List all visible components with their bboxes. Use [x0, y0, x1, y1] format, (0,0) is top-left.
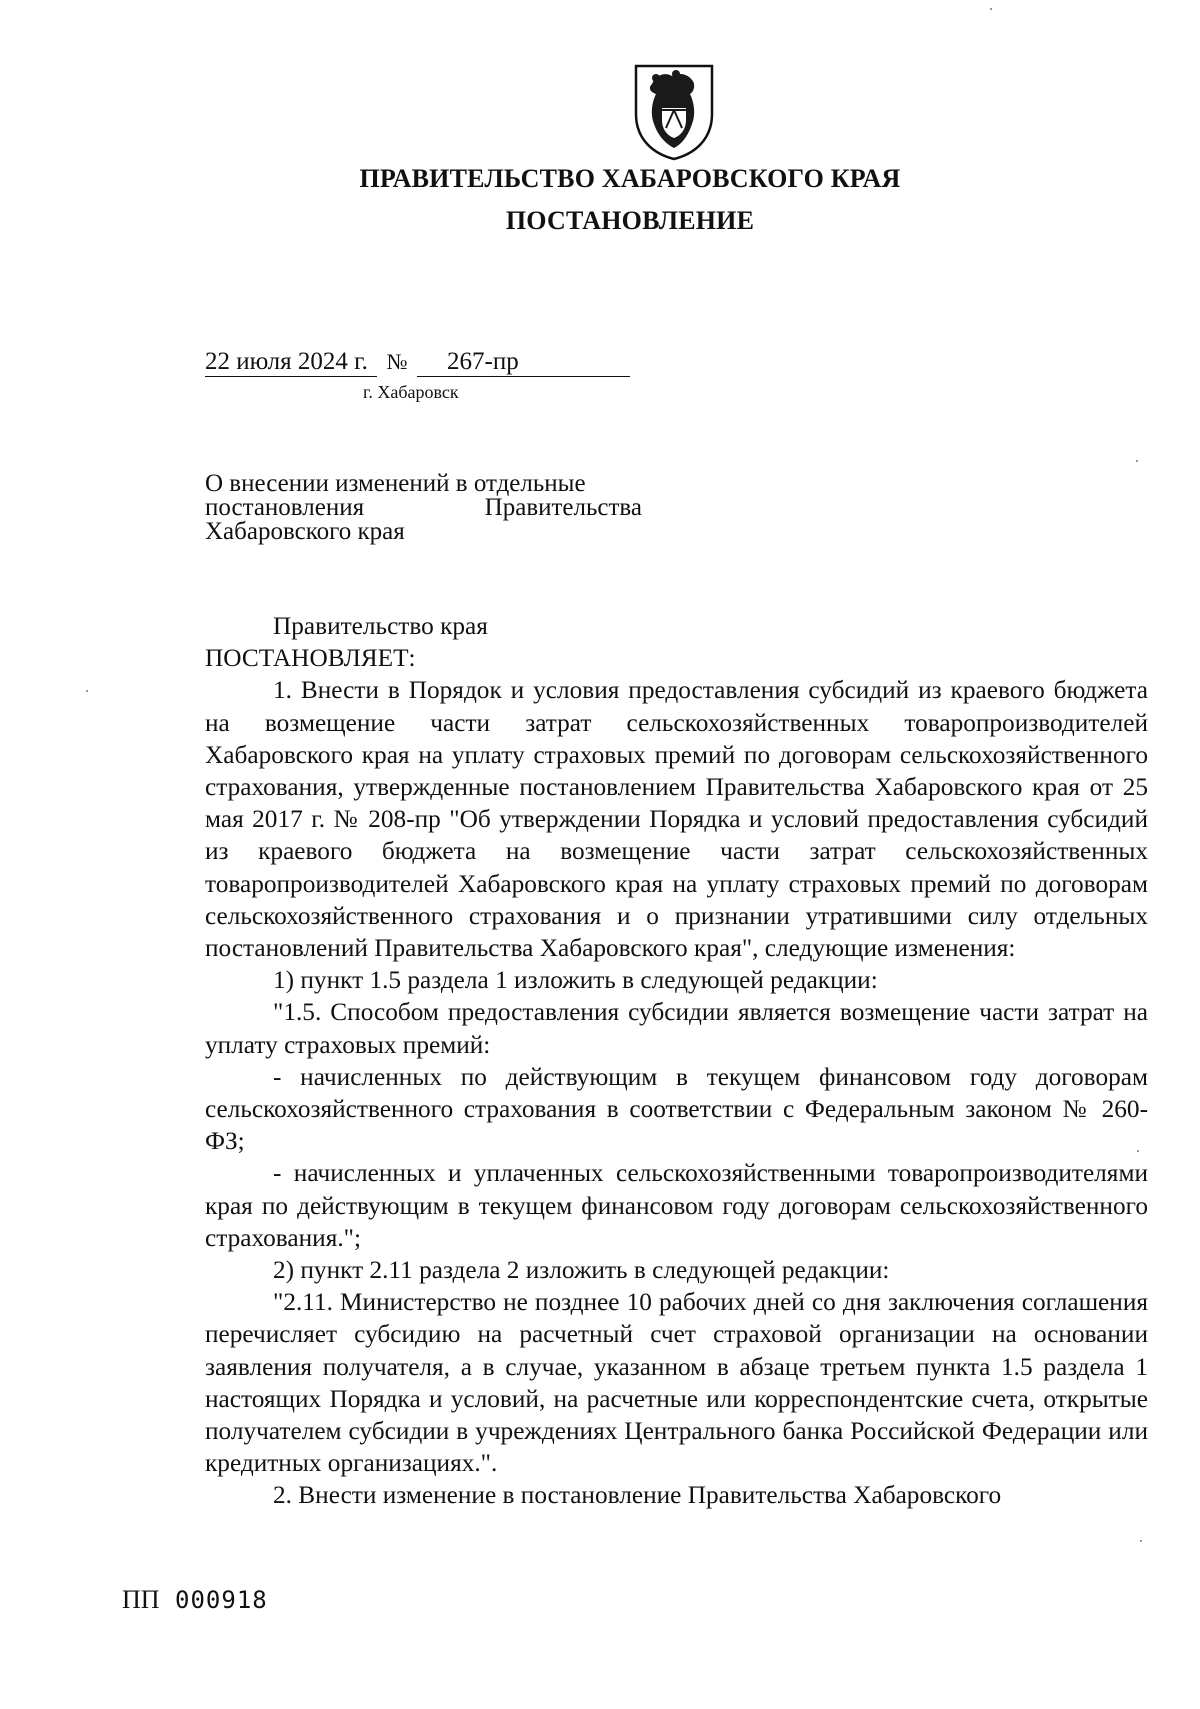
subject-line-1: О внесении изменений в отдельные — [205, 470, 586, 497]
subject-line-2-left: постановления — [205, 494, 365, 521]
scan-speck — [86, 690, 88, 692]
form-serial: 000918 — [175, 1586, 268, 1614]
document-type-title: ПОСТАНОВЛЕНИЕ — [505, 206, 755, 235]
body-paragraph-1: Правительство края — [273, 612, 488, 640]
subject-line-2-right: Правительства — [484, 494, 642, 521]
scan-speck — [1136, 460, 1138, 462]
subject-line-3: Хабаровского края — [205, 518, 405, 545]
body-paragraph-6: - начисленных по действующим в текущем финансовом году договорам сельскохозяйственного страхования в соответствии с Федеральным законом № 260-ФЗ; — [205, 1062, 1148, 1156]
body-paragraph-8: 2) пункт 2.11 раздела 2 изложить в следующей редакции: — [273, 1256, 890, 1285]
body-paragraph-3: 1. Внести в Порядок и условия предоставления субсидий из краевого бюджета на возмещение части затрат сельскохозяйственных товаропроизводителей Хабаровского края на уплату страховых премий по договорам сельскохозяйственного страхования, утвержденные постановлением Правительства Хабаровского края от 25 мая 2017 г. № 208-пр "Об утверждении Порядка и условий предоставления субсидий из краевого бюджета на возмещение части затрат сельскохозяйственных товаропроизводителей Хабаровского края на уплату страховых премий по договорам сельскохозяйственного страхования и о признании утратившими силу отдельных постановлений Правительства Хабаровского края", следующие изменения: — [205, 676, 1148, 963]
document-subject — [205, 472, 642, 544]
form-serial-number — [122, 1586, 268, 1614]
number-label: № — [386, 349, 408, 374]
government-title: ПРАВИТЕЛЬСТВО ХАБАРОВСКОГО КРАЯ — [359, 164, 901, 193]
document-date: 22 июля 2024 г. — [205, 348, 377, 377]
scan-speck — [990, 8, 992, 10]
document-number: 267-пр — [417, 348, 630, 377]
body-paragraph-7: - начисленных и уплаченных сельскохозяйственными товаропроизводителями края по действующим в текущем финансовом году договорам сельскохозяйственного страхования."; — [205, 1159, 1148, 1252]
document-body — [205, 610, 1148, 1512]
body-paragraph-5: "1.5. Способом предоставления субсидии является возмещение части затрат на уплату страховых премий: — [205, 998, 1148, 1059]
scan-speck — [1137, 1150, 1139, 1152]
city-label: г. Хабаровск — [363, 382, 459, 402]
coat-of-arms-icon — [632, 62, 716, 162]
registration-line — [205, 347, 630, 377]
subject-line-2 — [205, 496, 642, 520]
body-paragraph-2: ПОСТАНОВЛЯЕТ: — [205, 644, 416, 673]
body-paragraph-9: "2.11. Министерство не позднее 10 рабочих дней со дня заключения соглашения перечисляет субсидию на расчетный счет страховой организации на основании заявления получателя, а в случае, указанном в абзаце третьем пункта 1.5 раздела 1 настоящих Порядка и условий, на расчетные или корреспондентские счета, открытые получателем субсидии в учреждениях Центрального банка Российской Федерации или кредитных организациях.". — [205, 1288, 1148, 1478]
body-paragraph-10: 2. Внести изменение в постановление Правительства Хабаровского — [273, 1481, 1002, 1510]
scan-speck — [1140, 1540, 1142, 1542]
body-paragraph-4: 1) пункт 1.5 раздела 1 изложить в следующей редакции: — [273, 966, 878, 995]
form-series: ПП — [122, 1585, 160, 1614]
